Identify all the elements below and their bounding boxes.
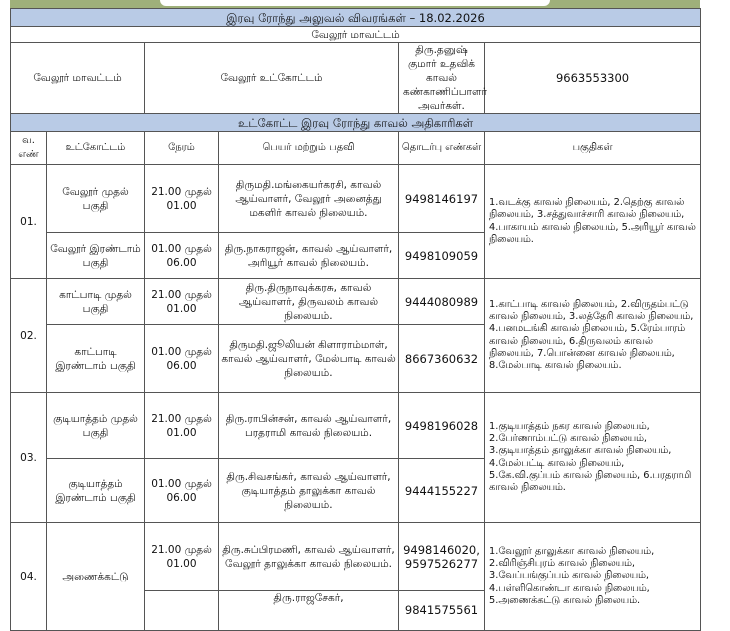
- header-contact: தொடர்பு எண்கள்: [399, 132, 485, 165]
- banner-pill: [160, 0, 550, 6]
- officer-name: திரு.சிவசங்கர், காவல் ஆய்வாளர், குடியாத்தம் தாலுக்கா காவல் நிலையம்.: [219, 459, 399, 523]
- group-sno: 02.: [11, 279, 47, 393]
- shift-time: 21.00 முதல் 01.00: [145, 165, 219, 233]
- subdivision-name: காட்பாடி இரண்டாம் பகுதி: [47, 325, 145, 393]
- header-subdivision: உட்கோட்டம்: [47, 132, 145, 165]
- contact-number: 9498146197: [399, 165, 485, 233]
- shift-time: 01.00 முதல் 06.00: [145, 233, 219, 279]
- page-title: இரவு ரோந்து அலுவல் விவரங்கள் – 18.02.2026: [11, 9, 701, 27]
- areas-list: 1.குடியாத்தம் நகர காவல் நிலையம், 2.பேர்ணாம்பட்டு காவல் நிலையம், 3.குடியாத்தம் தாலுக்கா காவல் நிலையம், 4.மேல்பட்டி காவல் நிலையம், 5.கே.வி.குப்பம் காவல் நிலையம், 6.பரதராமி காவல் நிலையம்.: [485, 393, 701, 523]
- officer-phone: 9663553300: [485, 43, 701, 114]
- table-row: [11, 523, 701, 591]
- header-time: நேரம்: [145, 132, 219, 165]
- contact-number: 9444080989: [399, 279, 485, 325]
- areas-list: 1.வடக்கு காவல் நிலையம், 2.தெற்கு காவல் நிலையம், 3.சத்துவாச்சாரி காவல் நிலையம், 4.பாகாயம் காவல் நிலையம், 5.அரியூர் காவல் நிலையம்.: [485, 165, 701, 279]
- shift-time: [145, 591, 219, 631]
- subdivision-name: அணைக்கட்டு: [47, 523, 145, 631]
- shift-time: 21.00 முதல் 01.00: [145, 393, 219, 459]
- subdivision-name: குடியாத்தம் இரண்டாம் பகுதி: [47, 459, 145, 523]
- table-row: [11, 279, 701, 325]
- district-heading: வேலூர் மாவட்டம்: [11, 27, 701, 43]
- subdivision-name: வேலூர் இரண்டாம் பகுதி: [47, 233, 145, 279]
- shift-time: 01.00 முதல் 06.00: [145, 459, 219, 523]
- subdivision-name: வேலூர் முதல் பகுதி: [47, 165, 145, 233]
- shift-time: 21.00 முதல் 01.00: [145, 523, 219, 591]
- header-sno: வ. எண்: [11, 132, 47, 165]
- header-areas: பகுதிகள்: [485, 132, 701, 165]
- officer-name: திரு.ராபின்சன், காவல் ஆய்வாளர், பரதராமி காவல் நிலையம்.: [219, 393, 399, 459]
- shift-time: 21.00 முதல் 01.00: [145, 279, 219, 325]
- officer-name: திரு.ராஜசேகர்,: [219, 591, 399, 631]
- officer-name: திரு.நாகராஜன், காவல் ஆய்வாளர், அரியூர் காவல் நிலையம்.: [219, 233, 399, 279]
- section-title: உட்கோட்ட இரவு ரோந்து காவல் அதிகாரிகள்: [11, 114, 701, 132]
- group-sno: 01.: [11, 165, 47, 279]
- shift-time: 01.00 முதல் 06.00: [145, 325, 219, 393]
- subdivision-name: குடியாத்தம் முதல் பகுதி: [47, 393, 145, 459]
- officer-name: திரு.சுப்பிரமணி, காவல் ஆய்வாளர், வேலூர் தாலுக்கா காவல் நிலையம்.: [219, 523, 399, 591]
- officer-name: திரு.திருநாவுக்கரசு, காவல் ஆய்வாளர், திருவலம் காவல் நிலையம்.: [219, 279, 399, 325]
- district-cell: வேலூர் மாவட்டம்: [11, 43, 145, 114]
- table-row: [11, 165, 701, 233]
- group-sno: 03.: [11, 393, 47, 523]
- contact-number: 9498146020, 9597526277: [399, 523, 485, 591]
- officer-name: திருமதி.ஜூலியன் கிளாராம்மாள், காவல் ஆய்வாளர், மேல்பாடி காவல் நிலையம்.: [219, 325, 399, 393]
- group-sno: 04.: [11, 523, 47, 631]
- officer-cell: திரு.தனுஷ் குமார் உதவிக் காவல் கண்காணிப்பாளர் அவர்கள்.: [399, 43, 485, 114]
- areas-list: 1.வேலூர் தாலுக்கா காவல் நிலையம், 2.விரிஞ்சிபுரம் காவல் நிலையம், 3.வேப்பங்குப்பம் காவல் நிலையம், 4.பள்ளிகொண்டா காவல் நிலையம், 5.அணைக்கட்டு காவல் நிலையம்.: [485, 523, 701, 631]
- contact-number: 9841575561: [399, 591, 485, 631]
- contact-number: 9444155227: [399, 459, 485, 523]
- subdivision-cell: வேலூர் உட்கோட்டம்: [145, 43, 399, 114]
- column-headers: [11, 132, 701, 165]
- contact-number: 9498196028: [399, 393, 485, 459]
- subdivision-name: காட்பாடி முதல் பகுதி: [47, 279, 145, 325]
- officer-name: திருமதி.மங்கையர்கரசி, காவல் ஆய்வாளர், வேலூர் அனைத்து மகளிர் காவல் நிலையம்.: [219, 165, 399, 233]
- header-name: பெயர் மற்றும் பதவி: [219, 132, 399, 165]
- night-patrol-table: [10, 8, 701, 631]
- officer-row: [11, 43, 701, 114]
- contact-number: 9498109059: [399, 233, 485, 279]
- contact-number: 8667360632: [399, 325, 485, 393]
- table-row: [11, 393, 701, 459]
- areas-list: 1.காட்பாடி காவல் நிலையம், 2.விருதம்பட்டு காவல் நிலையம், 3.லத்தேரி காவல் நிலையம், 4.பனமடங்கி காவல் நிலையம், 5.ரேம்பாரம் காவல் நிலையம், 6.திருவலம் காவல் நிலையம், 7.பொன்னை காவல் நிலையம், 8.மேல்பாடி காவல் நிலையம்.: [485, 279, 701, 393]
